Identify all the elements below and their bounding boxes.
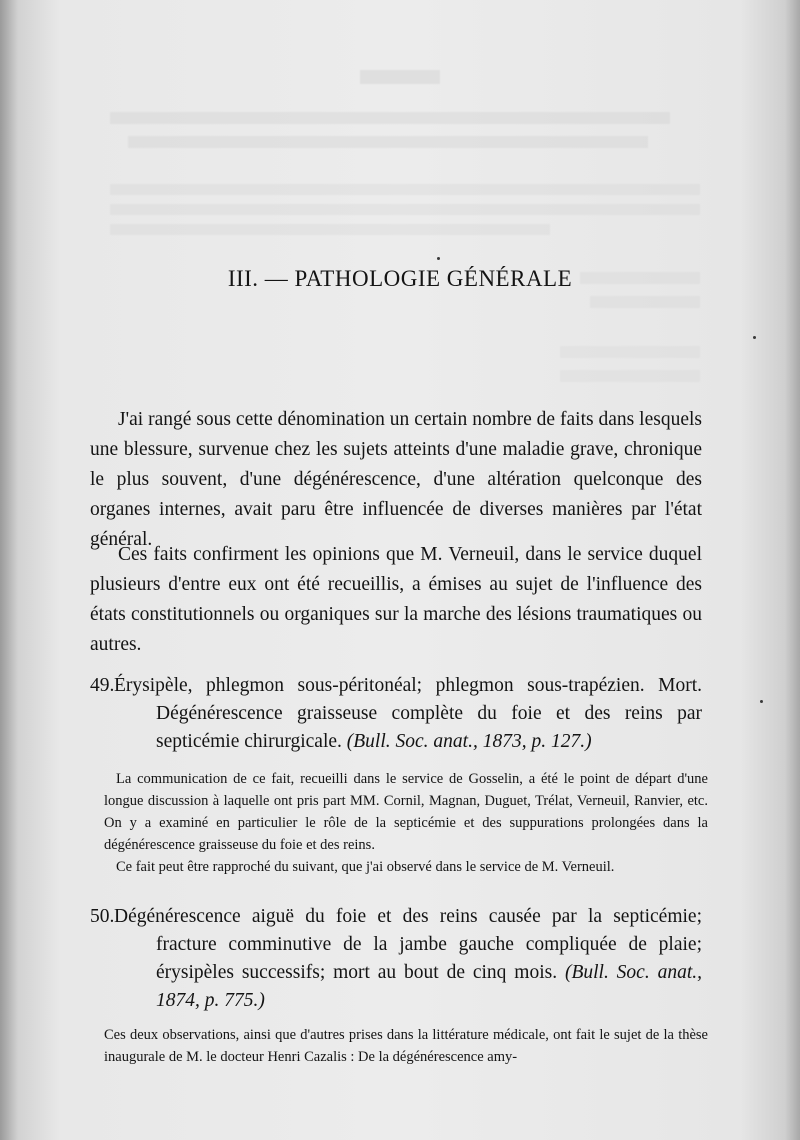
section-heading: III. — PATHOLOGIE GÉNÉRALE	[227, 266, 573, 291]
entry-49	[90, 672, 702, 756]
entry-number: 50.	[90, 906, 115, 927]
ink-speck	[437, 257, 440, 260]
ink-speck	[760, 700, 763, 703]
ink-speck	[753, 336, 756, 339]
entry-citation: (Bull. Soc. anat., 1874, p. 775.)	[156, 962, 702, 1011]
closing-note: Ces deux observations, ainsi que d'autres prises dans la littérature médicale, ont fait le sujet de la thèse inaugurale de M. le docteur Henri Cazalis : De la dégénérescence amy-	[104, 1027, 708, 1065]
entry-citation: (Bull. Soc. anat., 1873, p. 127.)	[346, 731, 592, 752]
entry-title: Érysipèle, phlegmon sous-péritonéal; phlegmon sous-trapézien. Mort. Dégénérescence graisseuse complète du foie et des reins par septicémie chirurgicale.	[114, 675, 702, 752]
entry-title: Dégénérescence aiguë du foie et des reins causée par la septicémie; fracture comminutive de la jambe gauche compliquée de plaie; érysipèles successifs; mort au bout de cinq mois.	[114, 906, 702, 983]
note-49-paragraph-2: Ce fait peut être rapproché du suivant, que j'ai observé dans le service de M. Verneuil.	[116, 859, 615, 875]
entry-text	[114, 903, 702, 1015]
intro-paragraph-2: Ces faits confirment les opinions que M. Verneuil, dans le service duquel plusieurs d'entre eux ont été recueillis, a émises au sujet de l'influence des états constitutionnels ou organiques sur la marche des lésions traumatiques ou autres.	[90, 544, 702, 655]
entry-50	[90, 903, 702, 1015]
note-49-paragraph-1: La communication de ce fait, recueilli dans le service de Gosselin, a été le point de départ d'une longue discussion à laquelle ont pris part MM. Cornil, Magnan, Duguet, Trélat, Verneuil, Ranvier, etc. On y a examiné en particulier le rôle de la septicémie et des suppurations prolongées dans la dégénérescence graisseuse du foie et des reins.	[104, 771, 708, 853]
intro-paragraph-1: J'ai rangé sous cette dénomination un certain nombre de faits dans lesquels une blessure, survenue chez les sujets atteints d'une maladie grave, chronique le plus souvent, d'une dégénérescence, d'une altération quelconque des organes internes, avait paru être influencée de diverses manières par l'état général.	[90, 409, 702, 550]
entry-number: 49.	[90, 675, 115, 696]
entry-text	[114, 672, 702, 756]
